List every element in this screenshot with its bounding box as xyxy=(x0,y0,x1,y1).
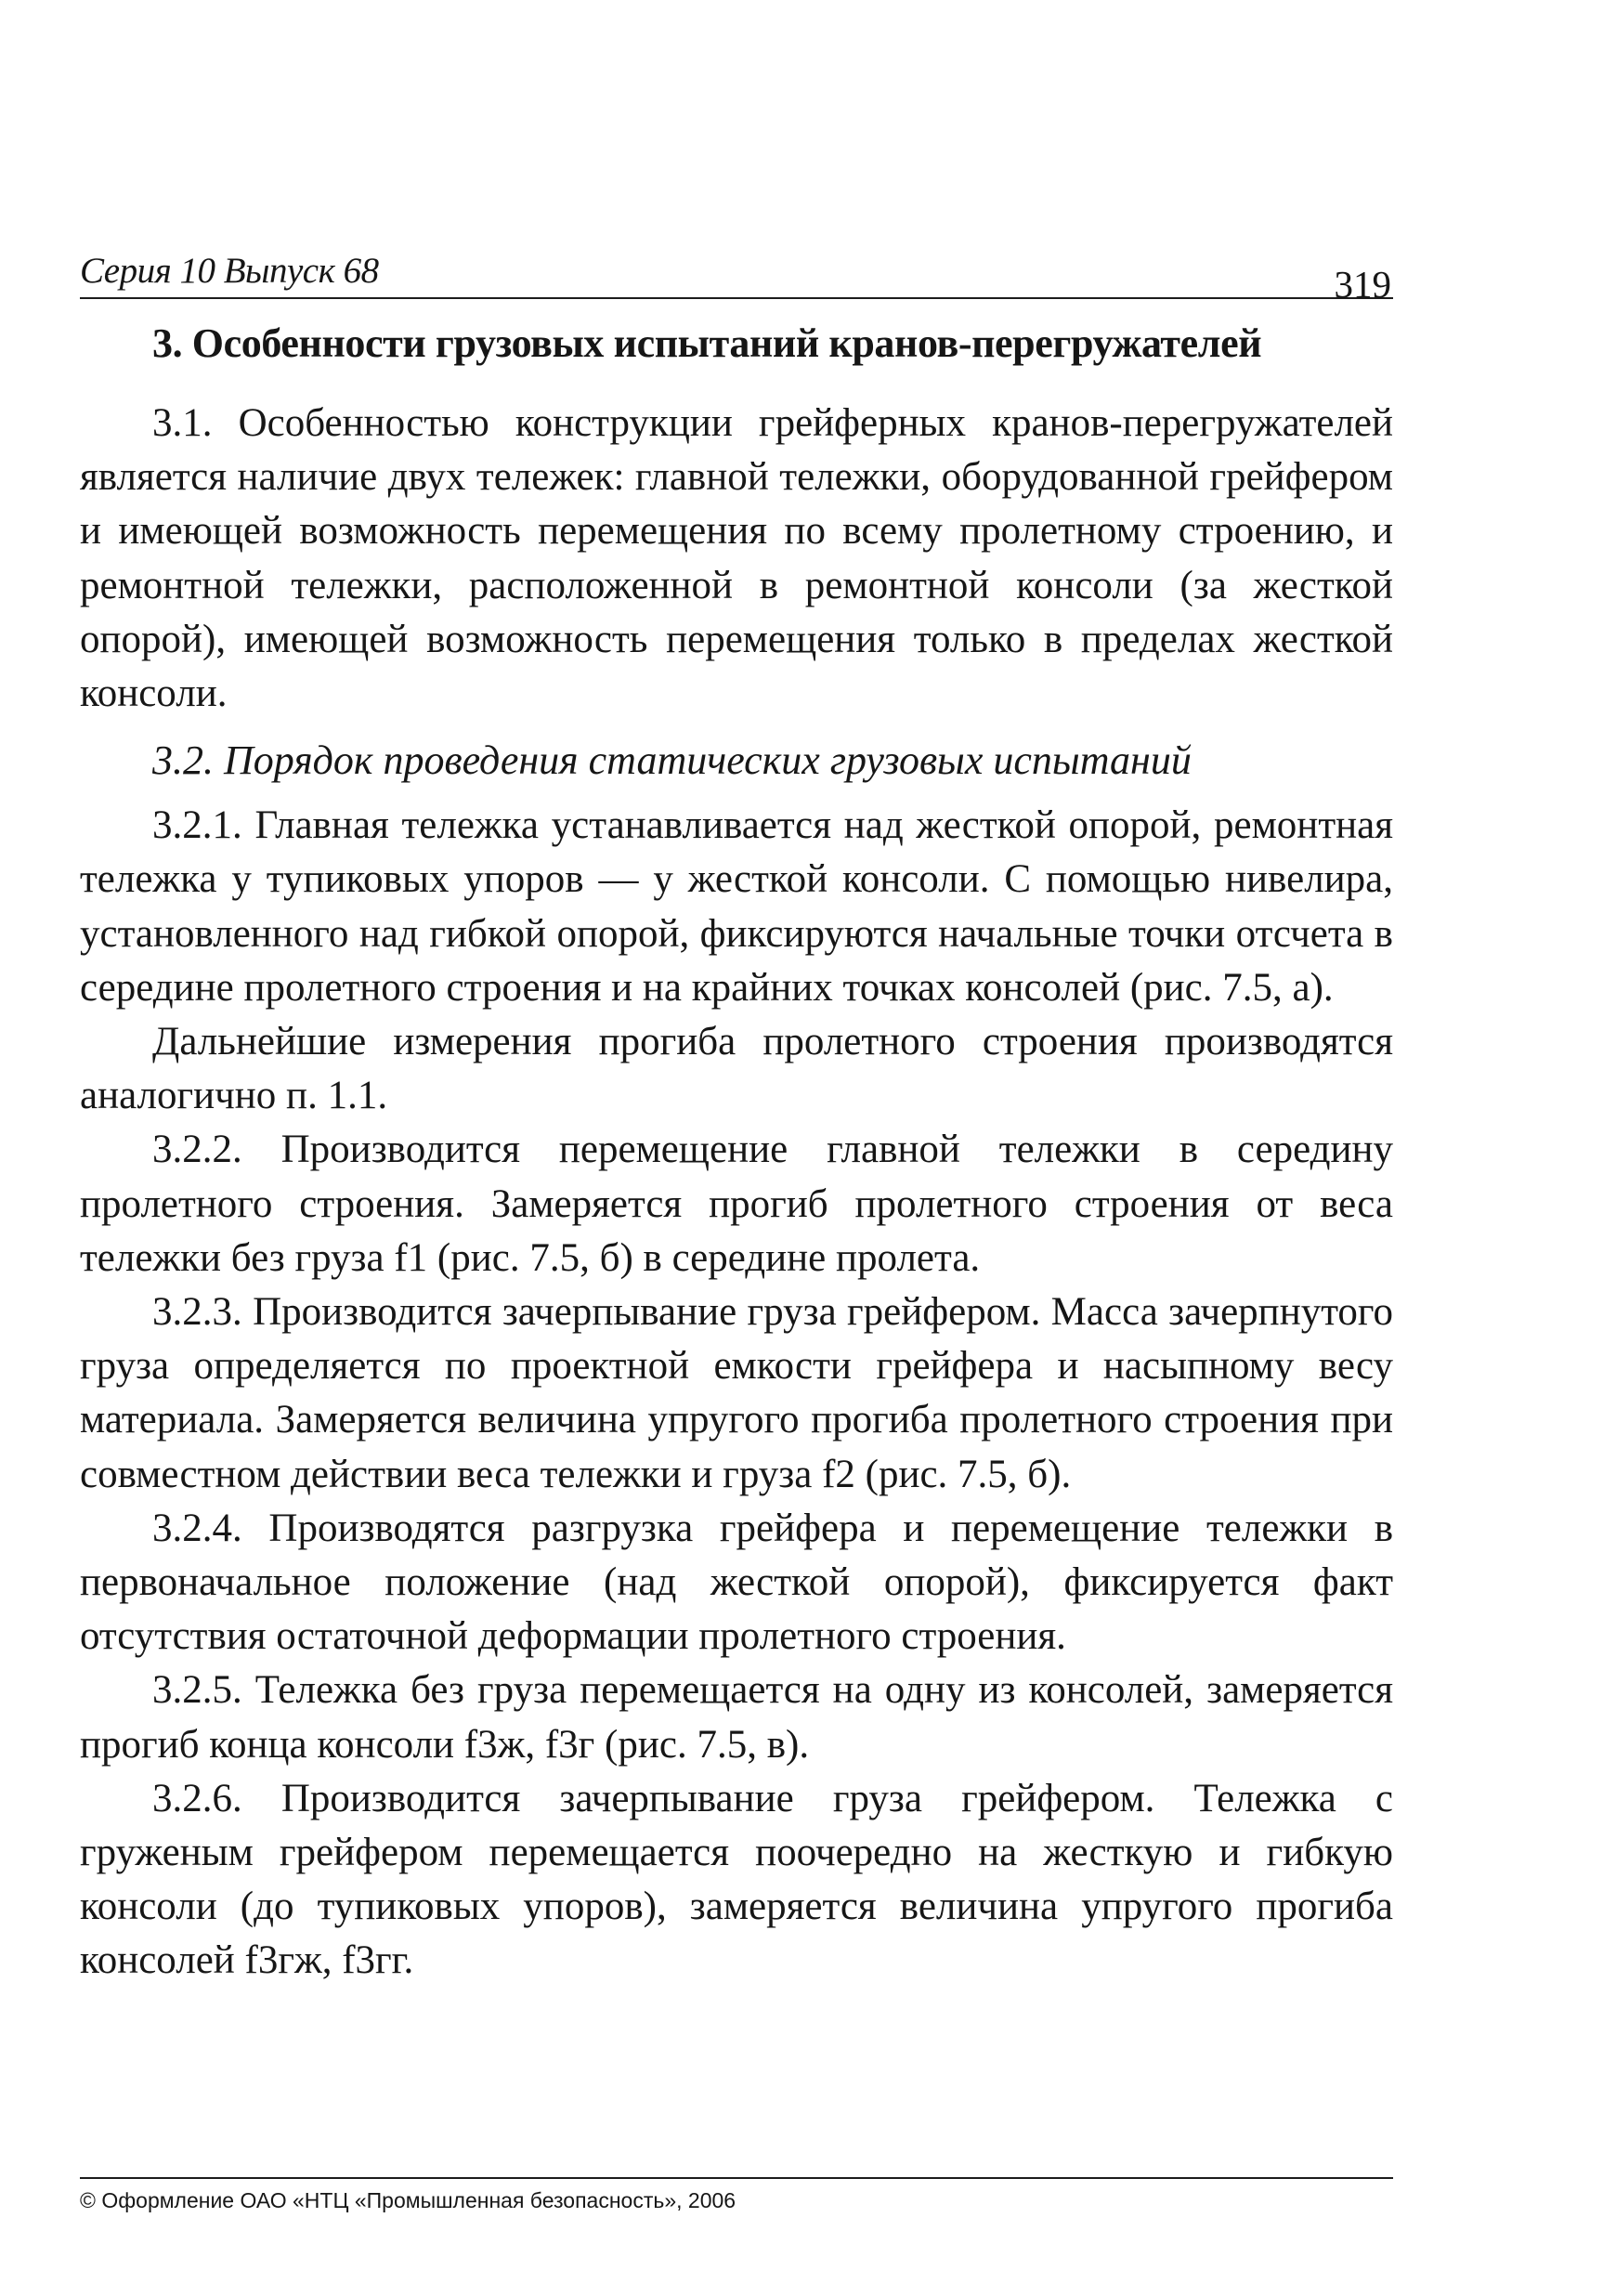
paragraph-further-measurements: Дальнейшие измерения прогиба пролетного строения производятся аналогично п. 1.1. xyxy=(80,1020,1393,1118)
page-body xyxy=(80,311,1393,1989)
series-label: Серия 10 Выпуск 68 xyxy=(80,251,379,291)
paragraph-3-2-3: 3.2.3. Производится зачерпывание груза грейфером. Масса зачерпнутого груза определяется по проектной емкости грейфера и насыпному весу материала. Замеряется величина упругого прогиба пролетного строения при совместном действии веса тележки и груза f2 (рис. 7.5, б). xyxy=(80,1290,1393,1496)
paragraph-3-2-4: 3.2.4. Производятся разгрузка грейфера и перемещение тележки в первоначальное положение (над жесткой опорой), фиксируется факт отсутствия остаточной деформации пролетного строения. xyxy=(80,1506,1393,1659)
section-title: 3. Особенности грузовых испытаний кранов-перегружателей xyxy=(152,320,1262,366)
paragraph-3-2-6: 3.2.6. Производится зачерпывание груза грейфером. Тележка с груженым грейфером перемещается поочередно на жесткую и гибкую консоли (до тупиковых упоров), замеряется величина упругого прогиба консолей f3гж, f3гг. xyxy=(80,1776,1393,1983)
paragraph-3-2-2: 3.2.2. Производится перемещение главной тележки в середину пролетного строения. Замеряется прогиб пролетного строения от веса тележки без груза f1 (рис. 7.5, б) в середине пролета. xyxy=(80,1128,1393,1280)
copyright-footer: © Оформление ОАО «НТЦ «Промышленная безопасность», 2006 xyxy=(80,2177,1393,2213)
subsection-title: 3.2. Порядок проведения статических грузовых испытаний xyxy=(152,737,1192,784)
paragraph-3-2-5: 3.2.5. Тележка без груза перемещается на одну из консолей, замеряется прогиб конца консоли f3ж, f3г (рис. 7.5, в). xyxy=(80,1668,1393,1767)
running-header xyxy=(80,240,1393,306)
paragraph-3-2-1: 3.2.1. Главная тележка устанавливается над жесткой опорой, ремонтная тележка у тупиковых упоров — у жесткой консоли. С помощью нивелира, установленного над гибкой опорой, фиксируются начальные точки отсчета в середине пролетного строения и на крайних точках консолей (рис. 7.5, а). xyxy=(80,803,1393,1010)
paragraph-3-1: 3.1. Особенностью конструкции грейферных кранов-перегружателей является наличие двух тележек: главной тележки, оборудованной грейфером и имеющей возможность перемещения по всему пролетному строению, и ремонтной тележки, расположенной в ремонтной консоли (за жесткой опорой), имеющей возможность перемещения только в пределах жесткой консоли. xyxy=(80,401,1393,716)
page-number: 319 xyxy=(1334,263,1391,306)
